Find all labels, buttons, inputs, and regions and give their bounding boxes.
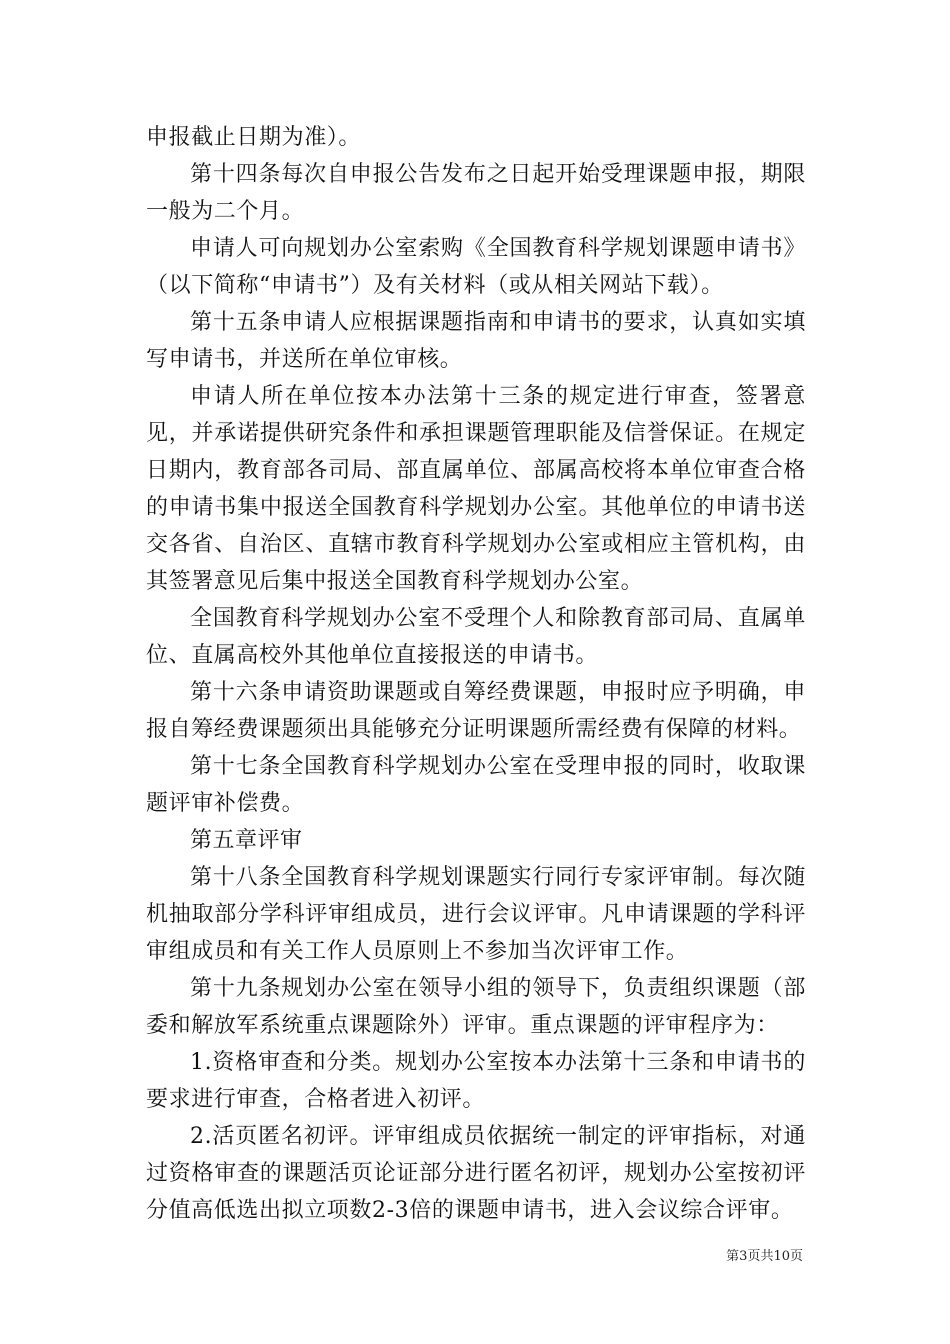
- paragraph-not-accepted: 全国教育科学规划办公室不受理个人和除教育部司局、直属单位、直属高校外其他单位直接报送的申请书。: [146, 606, 806, 668]
- paragraph-article-15: 第十五条申请人应根据课题指南和申请书的要求，认真如实填写申请书，并送所在单位审核。: [146, 310, 806, 372]
- paragraph-article-18: 第十八条全国教育科学规划课题实行同行专家评审制。每次随机抽取部分学科评审组成员，进行会议评审。凡申请课题的学科评审组成员和有关工作人员原则上不参加当次评审工作。: [146, 865, 806, 964]
- paragraph-article-14: 第十四条每次自申报公告发布之日起开始受理课题申报，期限一般为二个月。: [146, 162, 806, 224]
- paragraph-article-16: 第十六条申请资助课题或自筹经费课题，申报时应予明确，申报自筹经费课题须出具能够充分证明课题所需经费有保障的材料。: [146, 680, 806, 742]
- chapter-heading: 第五章评审: [190, 828, 303, 853]
- document-body: [146, 119, 806, 1229]
- paragraph-article-17: 第十七条全国教育科学规划办公室在受理申报的同时，收取课题评审补偿费。: [146, 754, 806, 816]
- page-number: 第3页共10页: [726, 1249, 803, 1264]
- page-footer: [0, 1245, 950, 1266]
- paragraph-unit-review: 申请人所在单位按本办法第十三条的规定进行审查，签署意见，并承诺提供研究条件和承担课题管理职能及信誉保证。在规定日期内，教育部各司局、部直属单位、部属高校将本单位审查合格的申请书集中报送全国教育科学规划办公室。其他单位的申请书送交各省、自治区、直辖市教育科学规划办公室或相应主管机构，由其签署意见后集中报送全国教育科学规划办公室。: [146, 384, 806, 594]
- paragraph-application-form: 申请人可向规划办公室索购《全国教育科学规划课题申请书》（以下简称“申请书”）及有关材料（或从相关网站下载）。: [146, 236, 806, 298]
- paragraph-article-19: 第十九条规划办公室在领导小组的领导下，负责组织课题（部委和解放军系统重点课题除外）评审。重点课题的评审程序为：: [146, 976, 806, 1038]
- list-item-qualification: 1.资格审查和分类。规划办公室按本办法第十三条和申请书的要求进行审查，合格者进入初评。: [146, 1050, 806, 1112]
- list-item-anonymous-review: 2.活页匿名初评。评审组成员依据统一制定的评审指标，对通过资格审查的课题活页论证部分进行匿名初评，规划办公室按初评分值高低选出拟立项数2-3倍的课题申请书，进入会议综合评审。: [146, 1124, 806, 1223]
- paragraph-continuation: 申报截止日期为准）。: [146, 125, 362, 150]
